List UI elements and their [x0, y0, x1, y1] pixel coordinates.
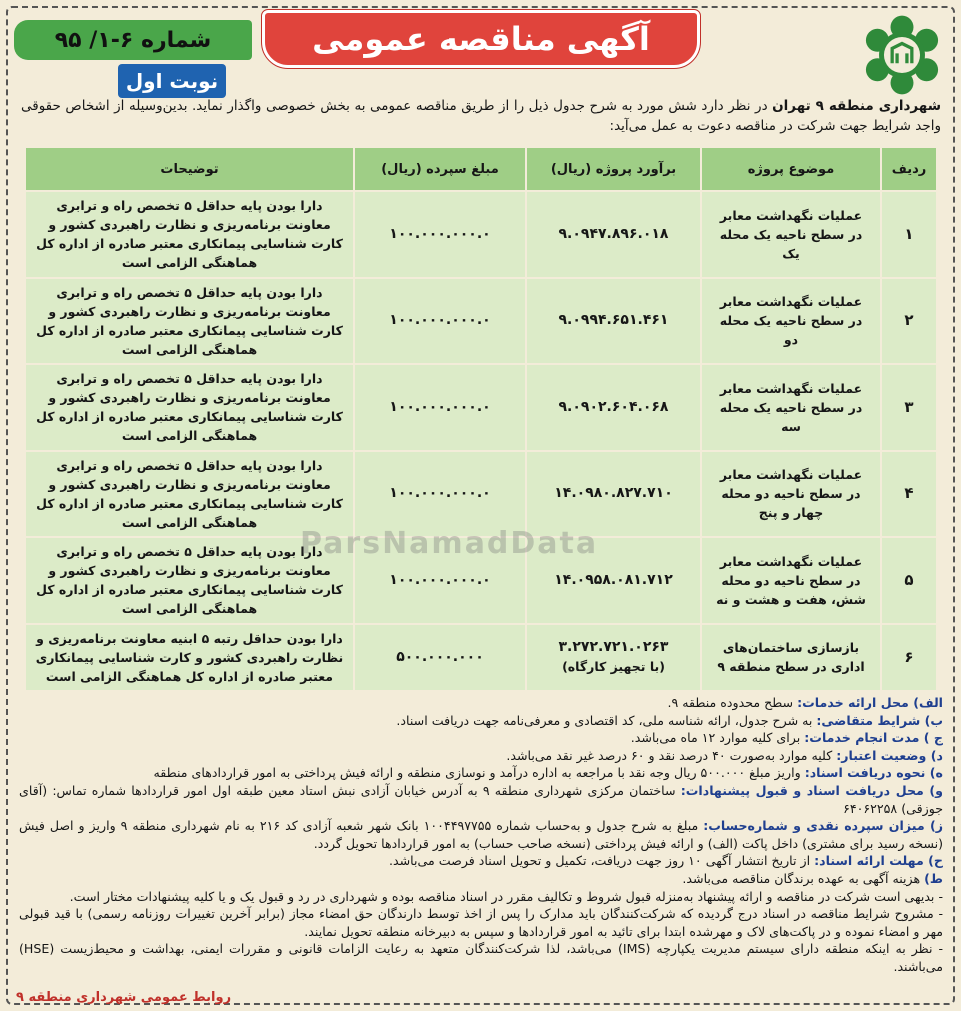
cell-row-number: ۵ [881, 537, 937, 624]
cell-subject: عملیات نگهداشت معابر در سطح ناحیه یک محله دو [701, 278, 881, 365]
cell-row-number: ۳ [881, 364, 937, 451]
cell-estimate [526, 624, 701, 691]
cell-row-number: ۶ [881, 624, 937, 691]
title-banner [262, 10, 700, 68]
table-row [25, 191, 937, 278]
cell-estimate: ۹.۰۹۰۲.۶۰۴.۰۶۸ [526, 364, 701, 451]
cell-subject: بازسازی ساختمان‌های اداری در سطح منطقه ۹ [701, 624, 881, 691]
footer-signature: روابط عمومی شهرداری منطقه ۹ [16, 990, 232, 1005]
condition-item: ج ) مدت انجام خدمات: برای کلیه موارد ۱۲ ماه می‌باشد. [630, 730, 943, 746]
cell-notes: دارا بودن پایه حداقل ۵ تخصص راه و ترابری معاونت برنامه‌ریزی و نظارت راهبردی کشور و کارت شناسایی پیمانکاری معتبر صادره از اداره کل هماهنگی الزامی است [25, 451, 354, 538]
cell-estimate: ۱۴.۰۹۵۸.۰۸۱.۷۱۲ [526, 537, 701, 624]
cell-deposit: ۱۰۰.۰۰۰.۰۰۰.۰ [354, 191, 526, 278]
table-row [25, 451, 937, 538]
cell-estimate-note: (با تجهیز کارگاه) [562, 659, 665, 675]
tender-table [24, 146, 938, 692]
cell-estimate-value: ۳.۲۷۲.۷۲۱.۰۲۶۳ [558, 639, 669, 656]
condition-item: د) وضعیت اعتبار: کلیه موارد به‌صورت ۴۰ درصد نقد و ۶۰ درصد غیر نقد می‌باشد. [506, 747, 943, 763]
condition-item: ز) میزان سپرده نقدی و شماره‌حساب: مبلغ به شرح جدول و به‌حساب شماره ۱۰۰۴۴۹۷۷۵۵ بانک شهر شعبه آزادی کد ۲۱۶ به نام شهرداری منطقه ۹ واریز و اصل فیش (نسخه رسید برای مشتری) داخل پاکت (الف) و ارائه فیش پرداختی (نسخه صاحب حساب) به امور قراردادها تحویل گردد. [19, 818, 943, 851]
intro-text: در نظر دارد شش مورد به شرح جدول ذیل را از طریق مناقصه عمومی به بخش خصوصی واگذار نماید. بدین‌وسیله از اشخاص حقوقی واجد شرایط جهت شرکت در مناقصه دعوت به عمل می‌آید: [21, 98, 941, 134]
cell-estimate: ۹.۰۹۹۴.۶۵۱.۴۶۱ [526, 278, 701, 365]
round-badge: نوبت اول [118, 64, 226, 98]
cell-notes: دارا بودن پایه حداقل ۵ تخصص راه و ترابری معاونت برنامه‌ریزی و نظارت راهبردی کشور و کارت شناسایی پیمانکاری معتبر صادره از اداره کل هماهنگی الزامی است [25, 191, 354, 278]
notice-number-badge: شماره ۶-۱/ ۹۵ [14, 20, 252, 60]
conditions-list [19, 694, 943, 976]
cell-notes: دارا بودن حداقل رتبه ۵ ابنیه معاونت برنامه‌ریزی و نظارت راهبردی کشور و کارت شناسایی پیمانکاری معتبر صادره از اداره کل هماهنگی الزامی است [25, 624, 354, 691]
cell-estimate: ۹.۰۹۴۷.۸۹۶.۰۱۸ [526, 191, 701, 278]
cell-subject: عملیات نگهداشت معابر در سطح ناحیه یک محله یک [701, 191, 881, 278]
header-notes: توضیحات [25, 147, 354, 191]
condition-note: - بدیهی است شرکت در مناقصه و ارائه پیشنهاد به‌منزله قبول شروط و تکالیف مقرر در اسناد مناقصه بوده و شهرداری در رد و قبول یک و یا کلیه پیشنهادات مختار است. [69, 888, 943, 904]
intro-paragraph [21, 96, 941, 136]
municipality-logo-icon [861, 14, 943, 96]
cell-estimate: ۱۴.۰۹۸۰.۸۲۷.۷۱۰ [526, 451, 701, 538]
condition-note: - نظر به اینکه منطقه دارای سیستم مدیریت یکپارچه (IMS) می‌باشد، لذا شرکت‌کنندگان متعهد به رعایت الزامات قانونی و مقررات ایمنی، بهداشت و محیط‌زیست (HSE) می‌باشند. [19, 941, 943, 974]
cell-notes: دارا بودن پایه حداقل ۵ تخصص راه و ترابری معاونت برنامه‌ریزی و نظارت راهبردی کشور و کارت شناسایی پیمانکاری معتبر صادره از اداره کل هماهنگی الزامی است [25, 278, 354, 365]
cell-deposit: ۱۰۰.۰۰۰.۰۰۰.۰ [354, 537, 526, 624]
table-row [25, 624, 937, 691]
condition-item: ط) هزینه آگهی به عهده برندگان مناقصه می‌باشد. [682, 870, 943, 886]
table-row [25, 278, 937, 365]
cell-notes: دارا بودن پایه حداقل ۵ تخصص راه و ترابری معاونت برنامه‌ریزی و نظارت راهبردی کشور و کارت شناسایی پیمانکاری معتبر صادره از اداره کل هماهنگی الزامی است [25, 537, 354, 624]
cell-subject: عملیات نگهداشت معابر در سطح ناحیه دو محله چهار و پنج [701, 451, 881, 538]
condition-item: ب) شرایط متقاضی: به شرح جدول، ارائه شناسه ملی، کد اقتصادی و معرفی‌نامه جهت دریافت اسناد. [396, 712, 943, 728]
cell-row-number: ۴ [881, 451, 937, 538]
table-row [25, 364, 937, 451]
cell-notes: دارا بودن پایه حداقل ۵ تخصص راه و ترابری معاونت برنامه‌ریزی و نظارت راهبردی کشور و کارت شناسایی پیمانکاری معتبر صادره از اداره کل هماهنگی الزامی است [25, 364, 354, 451]
cell-subject: عملیات نگهداشت معابر در سطح ناحیه یک محله سه [701, 364, 881, 451]
condition-item: و) محل دریافت اسناد و قبول پیشنهادات: ساختمان مرکزی شهرداری منطقه ۹ به آدرس خیابان آزادی نبش استاد معین طبقه اول امور قراردادها شماره تماس: (آقای جوزقی) ۶۴۰۶۲۲۵۸ [19, 782, 943, 816]
cell-row-number: ۲ [881, 278, 937, 365]
cell-deposit: ۱۰۰.۰۰۰.۰۰۰.۰ [354, 451, 526, 538]
header-estimate: برآورد پروژه (ریال) [526, 147, 701, 191]
header-row-number: ردیف [881, 147, 937, 191]
intro-org: شهرداری منطقه ۹ تهران [772, 98, 941, 114]
cell-deposit: ۱۰۰.۰۰۰.۰۰۰.۰ [354, 364, 526, 451]
cell-deposit: ۵۰۰.۰۰۰.۰۰۰ [354, 624, 526, 691]
watermark-text: ParsNamadData [300, 526, 599, 561]
header-subject: موضوع پروژه [701, 147, 881, 191]
cell-subject: عملیات نگهداشت معابر در سطح ناحیه دو محله شش، هفت و هشت و نه [701, 537, 881, 624]
condition-item: ح) مهلت ارائه اسناد: از تاریخ انتشار آگهی ۱۰ روز جهت دریافت، تکمیل و تحویل اسناد فرصت می‌باشد. [389, 853, 943, 869]
header-deposit: مبلغ سپرده (ریال) [354, 147, 526, 191]
condition-item: الف) محل ارائه خدمات: سطح محدوده منطقه ۹. [667, 695, 943, 710]
condition-note: - مشروح شرایط مناقصه در اسناد درج گردیده که شرکت‌کنندگان باید مدارک را پس از اخذ توسط دارندگان حق امضاء مجاز (برابر آخرین تغییرات روزنامه رسمی) با قید قبولی مهر و امضاء نموده و در پاکت‌های لاک و مهرشده ابتدا برای تائید به امور قراردادها و سپس به دبیرخانه منطقه تحویل نمایند. [19, 906, 943, 939]
cell-deposit: ۱۰۰.۰۰۰.۰۰۰.۰ [354, 278, 526, 365]
page-title: آگهی مناقصه عمومی [312, 20, 650, 58]
cell-row-number: ۱ [881, 191, 937, 278]
condition-item: ه) نحوه دریافت اسناد: واریز مبلغ ۵۰۰.۰۰۰ ریال وجه نقد با مراجعه به اداره درآمد و نوسازی منطقه و ارائه فیش پرداختی به امور قراردادهای منطقه [153, 765, 943, 781]
table-header-row [25, 147, 937, 191]
